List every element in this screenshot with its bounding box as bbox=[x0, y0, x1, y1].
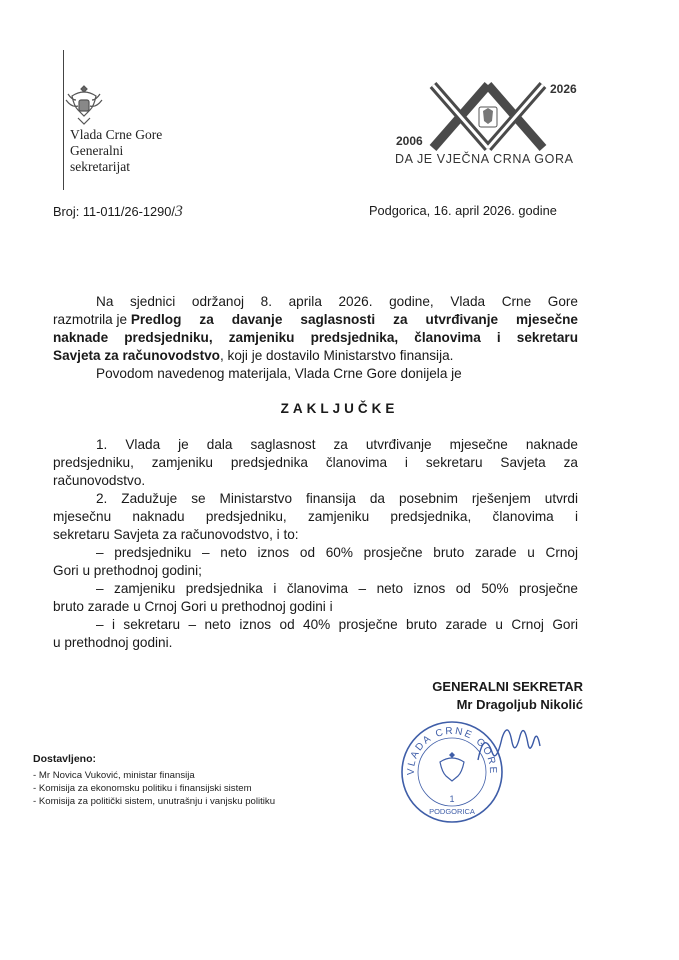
document-number-text: Broj: 11-011/26-1290/ bbox=[53, 204, 175, 219]
intro-line-1 bbox=[96, 294, 578, 309]
bullet-3-line-1: – i sekretaru – neto iznos od 40% prosječne bruto zarade u Crnoj Gori bbox=[96, 617, 578, 632]
intro-line-2 bbox=[53, 312, 578, 327]
svg-text:1: 1 bbox=[449, 794, 455, 804]
signatory-title: GENERALNI SEKRETAR bbox=[432, 679, 583, 694]
bullet-2-line-2: bruto zarade u Crnoj Gori u prethodnoj godini i bbox=[53, 599, 333, 614]
document-number bbox=[53, 203, 183, 221]
document-number-handwritten: 3 bbox=[174, 203, 183, 220]
point-1-line-1: 1. Vlada je dala saglasnost za utvrđivanje mjesečne naknade bbox=[96, 437, 578, 452]
jubilee-year-end: 2026 bbox=[550, 82, 577, 96]
place-and-date: Podgorica, 16. april 2026. godine bbox=[369, 203, 557, 218]
point-1-line-3: računovodstvo. bbox=[53, 473, 146, 488]
intro-line-4 bbox=[53, 348, 453, 363]
distribution-item: - Komisija za ekonomsku politiku i finansijski sistem bbox=[33, 783, 252, 794]
intro-text-2: razmotrila je bbox=[53, 312, 131, 327]
intro-text-1: Na sjednici održanoj 8. aprila 2026. godine, Vlada Crne Gore bbox=[96, 294, 578, 309]
proposal-title-part-2: naknade predsjedniku, zamjeniku predsjednika, članovima i sekretaru bbox=[53, 330, 578, 345]
bullet-2-line-1: – zamjeniku predsjednika i članovima – neto iznos od 50% prosječne bbox=[96, 581, 578, 596]
point-2-line-3: sekretaru Savjeta za računovodstvo, i to: bbox=[53, 527, 299, 542]
distribution-item: - Komisija za politički sistem, unutrašnju i vanjsku politiku bbox=[33, 796, 276, 807]
bullet-1-line-1: – predsjedniku – neto iznos od 60% prosječne bruto zarade u Crnoj bbox=[96, 545, 578, 560]
svg-text:VLADA CRNE GORE: VLADA CRNE GORE bbox=[405, 725, 499, 776]
institution-department: Generalni bbox=[70, 143, 124, 158]
point-2-line-1: 2. Zadužuje se Ministarstvo finansija da posebnim rješenjem utvrdi bbox=[96, 491, 578, 506]
institution-name: Vlada Crne Gore bbox=[70, 127, 163, 142]
distribution-title: Dostavljeno: bbox=[33, 753, 97, 765]
institution-department-2: sekretarijat bbox=[70, 159, 130, 174]
distribution-item: - Mr Novica Vuković, ministar finansija bbox=[33, 770, 195, 781]
proposal-title-part-1: Predlog za davanje saglasnosti za utvrđivanje mjesečne bbox=[130, 312, 578, 327]
bullet-3-line-2: u prethodnoj godini. bbox=[53, 635, 173, 650]
jubilee-slogan: DA JE VJEČNA CRNA GORA bbox=[395, 152, 574, 166]
handwritten-signature bbox=[470, 718, 550, 778]
svg-text:PODGORICA: PODGORICA bbox=[429, 807, 475, 816]
point-2-line-2: mjesečnu naknadu predsjedniku, zamjeniku predsjednika, članovima i bbox=[53, 509, 578, 524]
proposal-title-part-3: Savjeta za računovodstvo bbox=[53, 348, 220, 363]
coat-of-arms-icon bbox=[62, 80, 106, 128]
intro-text-4: , koji je dostavilo Ministarstvo finansija. bbox=[219, 348, 454, 363]
bullet-1-line-2: Gori u prethodnoj godini; bbox=[53, 563, 202, 578]
intro-line-5: Povodom navedenog materijala, Vlada Crne Gore donijela je bbox=[96, 366, 462, 381]
point-1-line-2: predsjedniku, zamjeniku predsjednika članovima i sekretaru Savjeta za bbox=[53, 455, 578, 470]
conclusions-heading: ZAKLJUČKE bbox=[280, 401, 399, 416]
jubilee-year-start: 2006 bbox=[396, 134, 423, 148]
signatory-name: Mr Dragoljub Nikolić bbox=[456, 697, 583, 712]
